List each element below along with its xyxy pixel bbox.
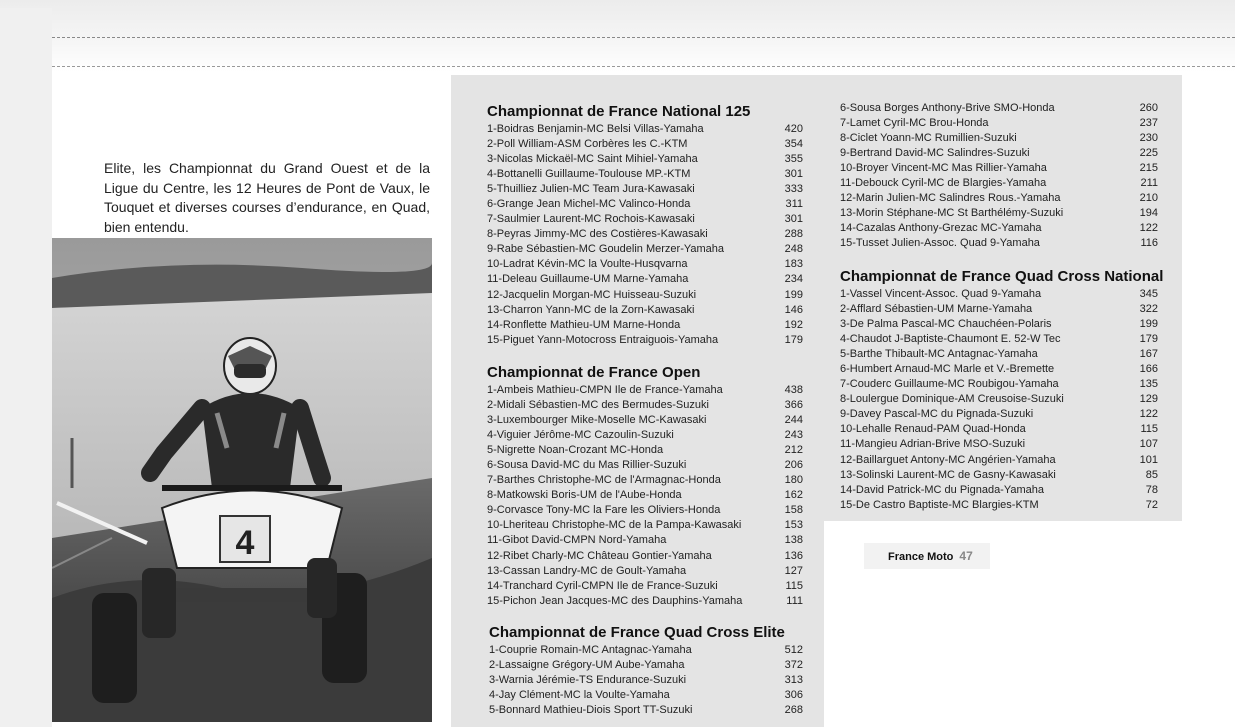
rider-entry: 4-Chaudot J-Baptiste-Chaumont E. 52-W Tec xyxy=(840,333,1061,346)
points-value: 311 xyxy=(785,198,803,211)
result-row xyxy=(840,422,1158,437)
rider-entry: 2-Poll William-ASM Corbères les C.-KTM xyxy=(487,138,688,151)
points-value: 138 xyxy=(784,534,803,547)
results-list xyxy=(840,287,1158,513)
rider-entry: 7-Lamet Cyril-MC Brou-Honda xyxy=(840,117,989,130)
result-row xyxy=(487,458,803,473)
rider-entry: 13-Solinski Laurent-MC de Gasny-Kawasaki xyxy=(840,468,1056,481)
rider-entry: 8-Ciclet Yoann-MC Rumillien-Suzuki xyxy=(840,132,1017,145)
points-value: 260 xyxy=(1139,102,1158,114)
result-row xyxy=(487,594,803,609)
result-row xyxy=(487,383,803,398)
rider-entry: 11-Gibot David-CMPN Nord-Yamaha xyxy=(487,534,667,547)
points-value: 243 xyxy=(784,429,803,442)
result-row xyxy=(489,688,803,703)
points-value: 122 xyxy=(1139,408,1158,421)
rider-entry: 1-Boidras Benjamin-MC Belsi Villas-Yamaha xyxy=(487,123,704,135)
section-title: Championnat de France Open xyxy=(487,364,701,381)
rider-entry: 3-Warnia Jérémie-TS Endurance-Suzuki xyxy=(489,674,687,687)
points-value: 192 xyxy=(784,318,803,331)
rider-entry: 8-Loulergue Dominique-AM Creusoise-Suzuki xyxy=(840,393,1064,406)
points-value: 153 xyxy=(784,519,803,532)
results-list xyxy=(489,643,803,718)
rider-entry: 4-Bottanelli Guillaume-Toulouse MP.-KTM xyxy=(487,168,691,181)
page-footer xyxy=(864,543,990,569)
points-value: 179 xyxy=(784,333,803,346)
points-value: 206 xyxy=(784,459,803,472)
rider-entry: 1-Couprie Romain-MC Antagnac-Yamaha xyxy=(489,644,692,656)
result-row xyxy=(840,362,1158,377)
section-title: Championnat de France Quad Cross National xyxy=(840,268,1164,285)
points-value: 234 xyxy=(784,273,803,286)
points-value: 301 xyxy=(784,213,803,226)
intro-paragraph: Elite, les Championnat du Grand Ouest et de la Ligue du Centre, les 12 Heures de Pont de Vaux, le Touquet et diverses courses d’endurance, en Quad, bien entendu. xyxy=(104,160,430,235)
rider-entry: 5-Thuilliez Julien-MC Team Jura-Kawasaki xyxy=(487,183,695,196)
section-title: Championnat de France National 125 xyxy=(487,103,751,120)
result-row xyxy=(487,579,803,594)
result-row xyxy=(840,392,1158,407)
result-row xyxy=(487,333,803,348)
result-row xyxy=(840,453,1158,468)
result-row xyxy=(840,407,1158,422)
points-value: 199 xyxy=(784,288,803,301)
result-row xyxy=(840,236,1158,251)
section-open xyxy=(487,364,803,609)
points-value: 158 xyxy=(784,504,803,517)
points-value: 438 xyxy=(784,384,803,396)
points-value: 512 xyxy=(784,644,803,656)
rider-entry: 7-Saulmier Laurent-MC Rochois-Kawasaki xyxy=(487,213,695,226)
result-row xyxy=(487,518,803,533)
rider-entry: 5-Bonnard Mathieu-Diois Sport TT-Suzuki xyxy=(489,704,693,717)
section-quad-cross-elite xyxy=(489,624,803,718)
points-value: 268 xyxy=(784,704,803,717)
rider-entry: 6-Humbert Arnaud-MC Marle et V.-Bremette xyxy=(840,363,1055,376)
points-value: 372 xyxy=(784,659,803,672)
result-row xyxy=(487,428,803,443)
points-value: 107 xyxy=(1139,438,1158,451)
result-row xyxy=(840,221,1158,236)
result-row xyxy=(487,443,803,458)
rider-entry: 5-Nigrette Noan-Crozant MC-Honda xyxy=(487,444,664,457)
rider-entry: 11-Mangieu Adrian-Brive MSO-Suzuki xyxy=(840,438,1026,451)
points-value: 183 xyxy=(784,258,803,271)
rider-entry: 9-Davey Pascal-MC du Pignada-Suzuki xyxy=(840,408,1034,421)
page-edge-shadow xyxy=(0,8,52,727)
points-value: 194 xyxy=(1139,207,1158,220)
rider-entry: 15-Pichon Jean Jacques-MC des Dauphins-Yamaha xyxy=(487,594,743,607)
rider-entry: 12-Baillarguet Antony-MC Angérien-Yamaha xyxy=(840,453,1056,466)
rider-entry: 9-Rabe Sébastien-MC Goudelin Merzer-Yamaha xyxy=(487,243,725,256)
result-row xyxy=(840,437,1158,452)
result-row xyxy=(840,468,1158,483)
section-title: Championnat de France Quad Cross Elite xyxy=(489,624,785,641)
points-value: 179 xyxy=(1139,333,1158,346)
points-value: 355 xyxy=(784,153,803,166)
result-row xyxy=(487,152,803,167)
result-row xyxy=(840,347,1158,362)
rider-entry: 2-Midali Sébastien-MC des Bermudes-Suzuki xyxy=(487,399,709,412)
rider-entry: 8-Matkowski Boris-UM de l'Aube-Honda xyxy=(487,489,682,502)
top-band xyxy=(0,0,1235,72)
result-row xyxy=(487,212,803,227)
rider-entry: 14-Tranchard Cyril-CMPN Ile de France-Suzuki xyxy=(487,579,718,592)
result-row xyxy=(840,161,1158,176)
rider-entry: 1-Ambeis Mathieu-CMPN Ile de France-Yamaha xyxy=(487,384,723,396)
points-value: 306 xyxy=(784,689,803,702)
rider-entry: 9-Corvasce Tony-MC la Fare les Oliviers-Honda xyxy=(487,504,721,517)
points-value: 288 xyxy=(784,228,803,241)
rider-entry: 11-Deleau Guillaume-UM Marne-Yamaha xyxy=(487,273,689,286)
rider-entry: 14-Cazalas Anthony-Grezac MC-Yamaha xyxy=(840,222,1042,235)
points-value: 72 xyxy=(1145,498,1158,511)
rider-entry: 13-Cassan Landry-MC de Goult-Yamaha xyxy=(487,564,687,577)
points-value: 146 xyxy=(784,303,803,316)
result-row xyxy=(487,318,803,333)
dashed-divider xyxy=(52,37,1235,38)
result-row xyxy=(487,227,803,242)
points-value: 354 xyxy=(784,138,803,151)
points-value: 244 xyxy=(784,414,803,427)
points-value: 345 xyxy=(1139,288,1158,300)
result-row xyxy=(487,272,803,287)
result-row xyxy=(840,101,1158,116)
rider-entry: 2-Afflard Sébastien-UM Marne-Yamaha xyxy=(840,303,1033,316)
result-row xyxy=(840,116,1158,131)
section-national-125 xyxy=(487,103,803,348)
rider-entry: 13-Charron Yann-MC de la Zorn-Kawasaki xyxy=(487,303,695,316)
result-row xyxy=(487,288,803,303)
rider-entry: 14-David Patrick-MC du Pignada-Yamaha xyxy=(840,483,1044,496)
dashed-divider xyxy=(52,66,1235,67)
result-row xyxy=(487,242,803,257)
result-row xyxy=(489,643,803,658)
points-value: 136 xyxy=(784,549,803,562)
points-value: 111 xyxy=(786,594,803,607)
result-row xyxy=(487,549,803,564)
rider-entry: 9-Bertrand David-MC Salindres-Suzuki xyxy=(840,147,1030,160)
section-quad-cross-elite-continued xyxy=(840,101,1158,251)
points-value: 127 xyxy=(784,564,803,577)
points-value: 225 xyxy=(1139,147,1158,160)
rider-entry: 8-Peyras Jimmy-MC des Costières-Kawasaki xyxy=(487,228,708,241)
results-list xyxy=(840,101,1158,251)
result-row xyxy=(487,197,803,212)
rider-entry: 11-Debouck Cyril-MC de Blargies-Yamaha xyxy=(840,177,1047,190)
points-value: 166 xyxy=(1139,363,1158,376)
rider-entry: 15-Tusset Julien-Assoc. Quad 9-Yamaha xyxy=(840,237,1040,250)
result-row xyxy=(487,488,803,503)
result-row xyxy=(487,533,803,548)
result-row xyxy=(487,503,803,518)
rider-entry: 3-De Palma Pascal-MC Chauchéen-Polaris xyxy=(840,318,1052,331)
points-value: 85 xyxy=(1145,468,1158,481)
rider-entry: 4-Jay Clément-MC la Voulte-Yamaha xyxy=(489,689,670,702)
rider-entry: 7-Barthes Christophe-MC de l'Armagnac-Honda xyxy=(487,474,721,487)
result-row xyxy=(487,182,803,197)
rider-entry: 13-Morin Stéphane-MC St Barthélémy-Suzuki xyxy=(840,207,1064,220)
result-row xyxy=(487,137,803,152)
result-row xyxy=(840,206,1158,221)
points-value: 420 xyxy=(784,123,803,135)
result-row xyxy=(487,564,803,579)
points-value: 180 xyxy=(784,474,803,487)
rider-entry: 6-Sousa Borges Anthony-Brive SMO-Honda xyxy=(840,102,1055,114)
points-value: 129 xyxy=(1139,393,1158,406)
result-row xyxy=(840,146,1158,161)
points-value: 211 xyxy=(1140,177,1158,190)
results-list xyxy=(487,122,803,348)
points-value: 237 xyxy=(1139,117,1158,130)
points-value: 78 xyxy=(1145,483,1158,496)
points-value: 215 xyxy=(1139,162,1158,175)
rider-entry: 7-Couderc Guillaume-MC Roubigou-Yamaha xyxy=(840,378,1059,391)
result-row xyxy=(489,658,803,673)
points-value: 333 xyxy=(784,183,803,196)
rider-entry: 6-Sousa David-MC du Mas Rillier-Suzuki xyxy=(487,459,687,472)
rider-entry: 10-Ladrat Kévin-MC la Voulte-Husqvarna xyxy=(487,258,688,271)
result-row xyxy=(487,167,803,182)
result-row xyxy=(840,191,1158,206)
result-row xyxy=(840,131,1158,146)
points-value: 301 xyxy=(784,168,803,181)
points-value: 162 xyxy=(784,489,803,502)
rider-entry: 12-Ribet Charly-MC Château Gontier-Yamaha xyxy=(487,549,712,562)
result-row xyxy=(489,673,803,688)
rider-entry: 6-Grange Jean Michel-MC Valinco-Honda xyxy=(487,198,691,211)
race-number-plate: 4 xyxy=(235,524,255,562)
result-row xyxy=(840,377,1158,392)
section-quad-cross-national xyxy=(840,268,1164,513)
points-value: 199 xyxy=(1139,318,1158,331)
result-row xyxy=(487,398,803,413)
rider-entry: 12-Jacquelin Morgan-MC Huisseau-Suzuki xyxy=(487,288,697,301)
rider-entry: 10-Lheriteau Christophe-MC de la Pampa-Kawasaki xyxy=(487,519,742,532)
rider-entry: 4-Viguier Jérôme-MC Cazoulin-Suzuki xyxy=(487,429,674,442)
magazine-name: France Moto xyxy=(888,551,954,563)
rider-entry: 12-Marin Julien-MC Salindres Rous.-Yamaha xyxy=(840,192,1061,205)
result-row xyxy=(840,498,1158,513)
points-value: 313 xyxy=(784,674,803,687)
rider-entry: 3-Luxembourger Mike-Moselle MC-Kawasaki xyxy=(487,414,707,427)
rider-entry: 1-Vassel Vincent-Assoc. Quad 9-Yamaha xyxy=(840,288,1042,300)
page-number: 47 xyxy=(959,549,973,563)
result-row xyxy=(487,413,803,428)
rider-entry: 5-Barthe Thibault-MC Antagnac-Yamaha xyxy=(840,348,1038,361)
rider-entry: 10-Broyer Vincent-MC Mas Rillier-Yamaha xyxy=(840,162,1047,175)
points-value: 101 xyxy=(1139,453,1158,466)
rider-entry: 15-Piguet Yann-Motocross Entraiguois-Yamaha xyxy=(487,333,719,346)
rider-entry: 14-Ronflette Mathieu-UM Marne-Honda xyxy=(487,318,681,331)
result-row xyxy=(487,257,803,272)
points-value: 248 xyxy=(784,243,803,256)
rider-entry: 15-De Castro Baptiste-MC Blargies-KTM xyxy=(840,498,1039,511)
result-row xyxy=(487,473,803,488)
result-row xyxy=(840,287,1158,302)
points-value: 210 xyxy=(1139,192,1158,205)
result-row xyxy=(840,483,1158,498)
points-value: 122 xyxy=(1139,222,1158,235)
points-value: 322 xyxy=(1139,303,1158,316)
result-row xyxy=(840,176,1158,191)
points-value: 135 xyxy=(1139,378,1158,391)
points-value: 366 xyxy=(784,399,803,412)
result-row xyxy=(489,703,803,718)
quad-rider-photo xyxy=(52,238,432,722)
results-list xyxy=(487,383,803,609)
points-value: 212 xyxy=(784,444,803,457)
points-value: 167 xyxy=(1139,348,1158,361)
result-row xyxy=(840,302,1158,317)
points-value: 115 xyxy=(785,579,803,592)
rider-entry: 3-Nicolas Mickaël-MC Saint Mihiel-Yamaha xyxy=(487,153,698,166)
result-row xyxy=(487,122,803,137)
points-value: 116 xyxy=(1140,237,1158,250)
rider-entry: 2-Lassaigne Grégory-UM Aube-Yamaha xyxy=(489,659,685,672)
rider-entry: 10-Lehalle Renaud-PAM Quad-Honda xyxy=(840,423,1026,436)
points-value: 115 xyxy=(1140,423,1158,436)
result-row xyxy=(487,303,803,318)
points-value: 230 xyxy=(1139,132,1158,145)
result-row xyxy=(840,317,1158,332)
result-row xyxy=(840,332,1158,347)
